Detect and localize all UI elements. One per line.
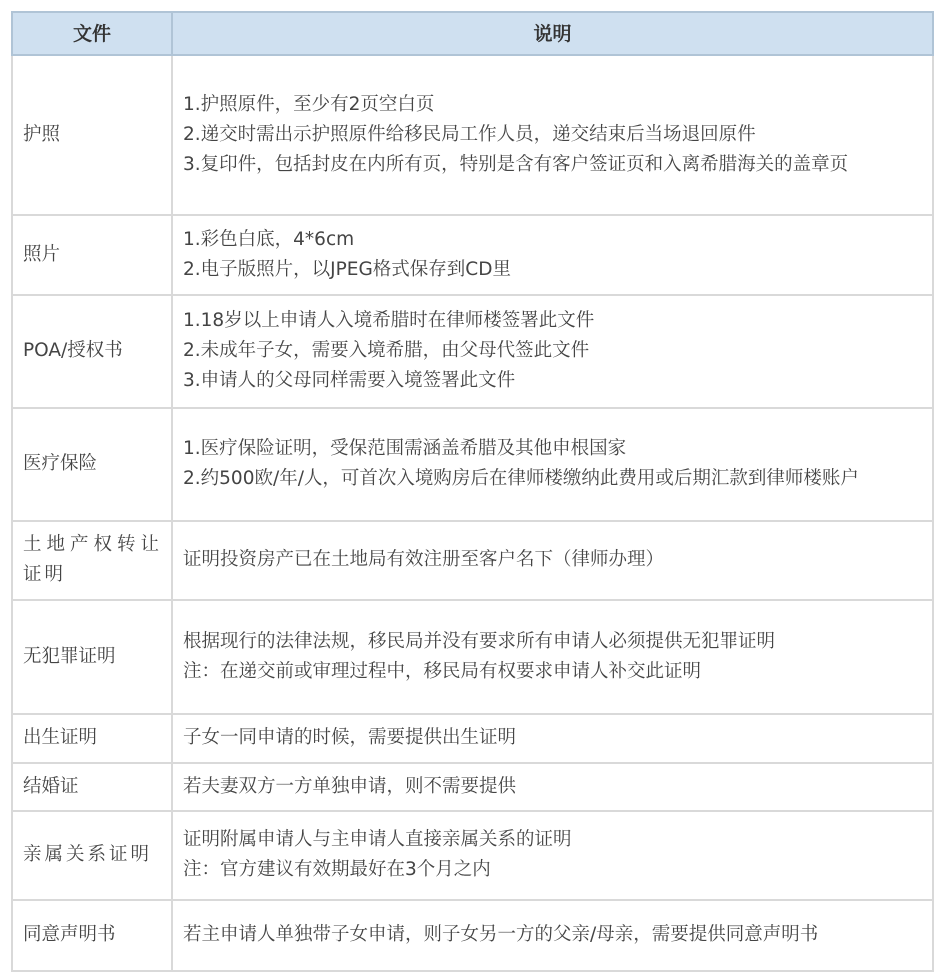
documents-table — [11, 11, 934, 972]
document-name: 无犯罪证明 — [12, 600, 172, 714]
description-line: 1.彩色白底，4*6cm — [183, 228, 355, 250]
description-line: 若主申请人单独带子女申请，则子女另一方的父亲/母亲，需要提供同意声明书 — [183, 924, 819, 945]
description-line: 根据现行的法律法规，移民局并没有要求所有申请人必须提供无犯罪证明 — [183, 630, 776, 652]
document-name: 护照 — [12, 55, 172, 215]
table-row — [12, 295, 933, 408]
document-name: 医疗保险 — [12, 408, 172, 521]
table-row — [12, 215, 933, 295]
table-row — [12, 600, 933, 714]
description-line: 证明附属申请人与主申请人直接亲属关系的证明 — [183, 829, 572, 850]
description-line: 1.护照原件，至少有2页空白页 — [183, 93, 435, 115]
description-line: 子女一同申请的时候，需要提供出生证明 — [183, 727, 517, 748]
header-document: 文件 — [12, 12, 172, 55]
document-name: 亲属关系证明 — [12, 811, 172, 900]
header-description: 说明 — [172, 12, 933, 55]
document-description — [172, 900, 933, 971]
description-line: 1.18岁以上申请人入境希腊时在律师楼签署此文件 — [183, 310, 595, 331]
document-name: POA/授权书 — [12, 295, 172, 408]
document-description — [172, 55, 933, 215]
description-line: 2.约500欧/年/人，可首次入境购房后在律师楼缴纳此费用或后期汇款到律师楼账户 — [183, 468, 859, 489]
document-description — [172, 215, 933, 295]
table-header-row — [12, 12, 933, 55]
document-description — [172, 295, 933, 408]
description-line: 证明投资房产已在土地局有效注册至客户名下（律师办理） — [183, 549, 665, 570]
description-line: 注：在递交前或审理过程中，移民局有权要求申请人补交此证明 — [183, 660, 702, 682]
document-description — [172, 521, 933, 600]
document-name: 结婚证 — [12, 763, 172, 811]
table-row — [12, 763, 933, 811]
document-description — [172, 600, 933, 714]
document-description — [172, 714, 933, 763]
document-description — [172, 408, 933, 521]
table-row — [12, 714, 933, 763]
description-line: 3.申请人的父母同样需要入境签署此文件 — [183, 370, 516, 391]
table-row — [12, 811, 933, 900]
table-row — [12, 55, 933, 215]
description-line: 2.电子版照片，以JPEG格式保存到CD里 — [183, 258, 511, 280]
description-line: 2.递交时需出示护照原件给移民局工作人员，递交结束后当场退回原件 — [183, 123, 756, 145]
description-line: 若夫妻双方一方单独申请，则不需要提供 — [183, 775, 517, 797]
description-line: 3.复印件，包括封皮在内所有页，特别是含有客户签证页和入离希腊海关的盖章页 — [183, 153, 849, 175]
document-name: 同意声明书 — [12, 900, 172, 971]
description-line: 1.医疗保险证明，受保范围需涵盖希腊及其他申根国家 — [183, 438, 627, 459]
document-description — [172, 763, 933, 811]
description-line: 注：官方建议有效期最好在3个月之内 — [183, 859, 491, 880]
table-row — [12, 521, 933, 600]
table-row — [12, 408, 933, 521]
document-name: 照片 — [12, 215, 172, 295]
description-line: 2.未成年子女，需要入境希腊，由父母代签此文件 — [183, 340, 590, 361]
document-name: 土地产权转让证明 — [12, 521, 172, 600]
document-description — [172, 811, 933, 900]
table-row — [12, 900, 933, 971]
document-name: 出生证明 — [12, 714, 172, 763]
